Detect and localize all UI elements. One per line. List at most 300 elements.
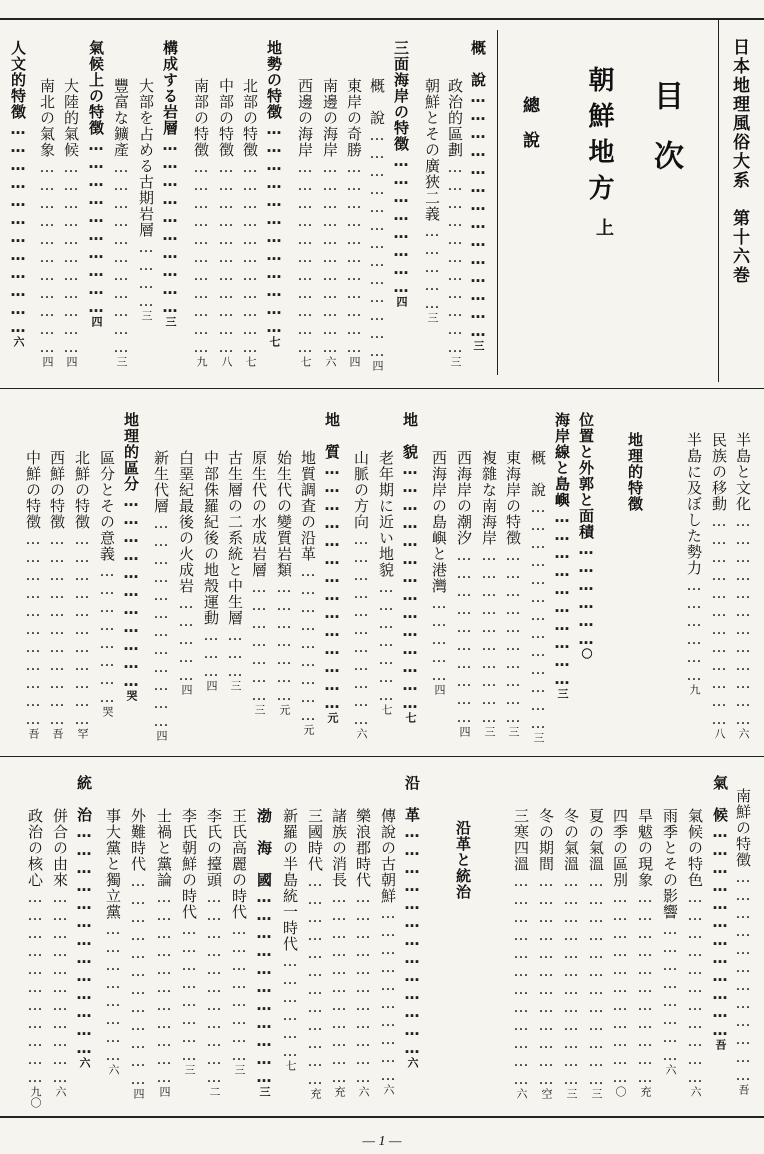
- leader-dots: …………………: [377, 578, 395, 704]
- toc-page-number: 四: [158, 1086, 171, 1097]
- toc-entry-label: 朝鮮とその廣狹二義: [423, 78, 441, 222]
- toc-entry: [49, 450, 64, 739]
- toc-entry-label: 民族の移動: [710, 432, 728, 512]
- toc-entry-label: 人文的特徴: [9, 40, 27, 120]
- toc-entry-label: 白堊紀最後の火成岩: [177, 450, 195, 594]
- toc-entry-label: 半島と文化: [734, 432, 752, 512]
- toc-page-number: 八: [713, 728, 726, 739]
- toc-entry: [554, 412, 569, 699]
- toc-entry-label: 概 說: [529, 450, 547, 498]
- toc-page-number: 二: [208, 1086, 221, 1097]
- toc-page-number: 四: [348, 356, 361, 367]
- toc-entry-label: 北鮮の特徴: [73, 450, 91, 530]
- toc-page-number: 七: [244, 356, 257, 367]
- top-border: [0, 18, 764, 20]
- toc-entry-label: 外難時代: [129, 808, 147, 872]
- leader-dots: ……………………………: [48, 530, 66, 728]
- leader-dots: ……………………………: [352, 530, 370, 728]
- toc-page-number: 三: [426, 312, 439, 323]
- leader-dots: ……………………………: [62, 158, 80, 356]
- leader-dots: ……………………: [98, 562, 116, 706]
- toc-entry-label: 沿 革: [403, 775, 421, 823]
- toc-entry: [162, 40, 177, 327]
- toc-entry-label: 諸族の消長: [330, 808, 348, 888]
- toc-entry: [393, 40, 408, 307]
- toc-entry-label: 政治の核心: [26, 808, 44, 888]
- toc-entry-label: 大部を占める古期岩層: [137, 78, 155, 238]
- toc-page-number: 三: [258, 1086, 271, 1097]
- leader-dots: ……………………………: [112, 158, 130, 356]
- header-divider-inner: [497, 30, 498, 375]
- toc-page-number: 六: [406, 1057, 419, 1068]
- leader-dots: …………………………………: [403, 823, 421, 1057]
- toc-entry-label: 旱魃の現象: [636, 808, 654, 888]
- leader-dots: ………………………………: [537, 872, 555, 1088]
- toc-page-number: 六: [107, 1064, 120, 1075]
- region-title: 朝鮮地方: [584, 66, 614, 210]
- leader-dots: …………………………………: [75, 823, 93, 1057]
- toc-page-number: 六: [689, 1086, 702, 1097]
- leader-dots: ………………………………: [711, 823, 729, 1039]
- leader-dots: ………………………: [299, 562, 317, 724]
- leader-dots: ………………………………: [152, 514, 170, 730]
- toc-entry-label: 區分とその意義: [98, 450, 116, 562]
- toc-entry-label: 南部の特徴: [192, 78, 210, 158]
- toc-page-number: 元: [302, 724, 315, 735]
- toc-entry: [178, 450, 193, 695]
- toc-entry: [300, 450, 315, 735]
- leader-dots: ………………: [577, 540, 595, 648]
- section-general: 總說: [519, 96, 539, 166]
- toc-entry-label: 王氏高麗の時代: [230, 808, 248, 920]
- toc-entry: [130, 808, 145, 1099]
- toc-entry: [481, 450, 496, 737]
- toc-page-number: 四: [205, 680, 218, 691]
- toc-entry: [735, 788, 750, 1095]
- leader-dots: ……………………………: [205, 888, 223, 1086]
- toc-page-number: 四: [458, 726, 471, 737]
- toc-entry-label: 三面海岸の特徴: [392, 40, 410, 152]
- toc-entry: [206, 808, 221, 1097]
- toc-entry-label: 地 貌: [401, 412, 419, 460]
- toc-entry: [123, 412, 138, 701]
- toc-page-number: 三: [115, 356, 128, 367]
- leader-dots: ……………………………………: [401, 460, 419, 712]
- leader-dots: ……………: [177, 594, 195, 684]
- toc-page-number: 吾: [737, 1084, 750, 1095]
- toc-entry-label: 政治的區劃: [446, 78, 464, 158]
- toc-page-number: 三: [449, 356, 462, 367]
- toc-entry-label: 概 說: [368, 78, 386, 126]
- leader-dots: ……………………………: [354, 888, 372, 1086]
- toc-page-number: 三: [507, 726, 520, 737]
- leader-dots: ………………………………: [306, 872, 324, 1088]
- toc-page-number: 六: [357, 1086, 370, 1097]
- toc-entry-label: 冬の期間: [537, 808, 555, 872]
- leader-dots: ……………………………: [122, 492, 140, 690]
- leader-dots: ………………………………: [734, 512, 752, 728]
- toc-page-number: 元: [278, 704, 291, 715]
- leader-dots: ………………………………: [587, 872, 605, 1088]
- toc-entry-label: 雨季とその影響: [661, 808, 679, 920]
- leader-dots: …………………………: [480, 546, 498, 726]
- toc-entry: [378, 450, 393, 715]
- toc-entry: [39, 78, 54, 367]
- toc-entry-label: 構成する岩層: [161, 40, 179, 136]
- leader-dots: …………………………: [455, 546, 473, 726]
- toc-entry-label: 古生層の二系統と中生層: [226, 450, 244, 626]
- toc-entry: [203, 450, 218, 691]
- toc-entry-label: 老年期に近い地貌: [377, 450, 395, 578]
- leader-dots: ……………………: [180, 920, 198, 1064]
- toc-entry-label: 東岸の奇勝: [345, 78, 363, 158]
- leader-dots: ………………………………: [9, 120, 27, 336]
- toc-entry: [10, 40, 25, 347]
- header-divider: [718, 20, 719, 382]
- toc-entry: [431, 450, 446, 695]
- toc-entry: [218, 78, 233, 367]
- toc-entry: [25, 450, 40, 739]
- toc-entry: [563, 808, 578, 1099]
- toc-entry: [637, 808, 652, 1097]
- toc-entry-label: 山脈の方向: [352, 450, 370, 530]
- toc-entry-label: 西海岸の島嶼と港灣: [430, 450, 448, 594]
- toc-page-number: 三: [565, 1088, 578, 1099]
- leader-dots: ……………………………: [155, 888, 173, 1086]
- toc-entry-label: 中鮮の特徴: [24, 450, 42, 530]
- toc-entry-label: 南邊の海岸: [321, 78, 339, 158]
- toc-entry: [470, 40, 485, 351]
- toc-page-number: 哭: [125, 690, 138, 701]
- toc-entry: [227, 450, 242, 691]
- toc-entry-label: 傳說の古朝鮮: [379, 808, 397, 904]
- toc-entry-label: 西海岸の潮汐: [455, 450, 473, 546]
- toc-entry-label: 南鮮の特徴: [734, 788, 752, 868]
- toc-entry-label: 樂浪郡時代: [354, 808, 372, 888]
- toc-entry-label: 氣候上の特徴: [87, 40, 105, 136]
- leader-dots: ………………………………: [129, 872, 147, 1088]
- toc-entry-label: 半島に及ぼした勢力: [685, 432, 703, 576]
- toc-page-number: 哭: [101, 706, 114, 717]
- toc-entry: [324, 412, 339, 723]
- toc-entry: [456, 450, 471, 737]
- toc-page-number: 四: [180, 684, 193, 695]
- toc-entry: [74, 450, 89, 739]
- leader-dots: ………: [226, 626, 244, 680]
- leader-dots: ……………………………: [446, 158, 464, 356]
- leader-dots: ……………………………: [24, 530, 42, 728]
- leader-dots: …………………………: [504, 546, 522, 726]
- region-part: 上: [593, 218, 614, 237]
- toc-entry: [538, 808, 553, 1099]
- toc-page-number: 〇: [614, 1086, 627, 1097]
- toc-page-number: 六: [664, 1064, 677, 1075]
- toc-entry-label: 四季の區別: [611, 808, 629, 888]
- toc-entry-label: 豐富な鑛產: [112, 78, 130, 158]
- toc-entry-label: 北部の特徴: [241, 78, 259, 158]
- toc-entry: [105, 808, 120, 1075]
- toc-page-number: 四: [41, 356, 54, 367]
- toc-page-number: 九: [195, 356, 208, 367]
- leader-dots: …………………………: [553, 508, 571, 688]
- toc-entry: [662, 808, 677, 1075]
- leader-dots: ……………………………: [26, 888, 44, 1086]
- toc-page-number: 八: [220, 356, 233, 367]
- toc-entry: [353, 450, 368, 739]
- toc-entry: [505, 450, 520, 737]
- leader-dots: ……………………………: [686, 888, 704, 1086]
- leader-dots: ……………………………: [345, 158, 363, 356]
- toc-entry-label: 三國時代: [306, 808, 324, 872]
- toc-entry: [251, 450, 266, 715]
- toc-entry-label: 併合の由來: [51, 808, 69, 888]
- toc-entry: [297, 78, 312, 367]
- leader-dots: ……………………………: [73, 530, 91, 728]
- toc-entry: [76, 775, 91, 1068]
- leader-dots: ……………………: [104, 920, 122, 1064]
- toc-entry-label: 渤 海 國: [255, 808, 273, 888]
- leader-dots: …………………………………: [529, 498, 547, 732]
- toc-page-number: 六: [78, 1057, 91, 1068]
- toc-page-number: 七: [404, 712, 417, 723]
- toc-entry: [687, 808, 702, 1097]
- toc-page-number: 三: [590, 1088, 603, 1099]
- toc-page-number: 三: [472, 340, 485, 351]
- toc-entry-label: 李氏朝鮮の時代: [180, 808, 198, 920]
- toc-entry-label: 三寒四溫: [512, 808, 530, 872]
- toc-entry: [52, 808, 67, 1097]
- leader-dots: ……………………: [230, 920, 248, 1064]
- toc-entry: [346, 78, 361, 367]
- toc-entry-label: 概 說: [469, 40, 487, 88]
- toc-entry: [530, 450, 545, 743]
- toc-entry: [424, 78, 439, 323]
- toc-entry: [331, 808, 346, 1097]
- leader-dots: ……………………: [661, 920, 679, 1064]
- leader-dots: …………: [137, 238, 155, 310]
- section-heading: [627, 432, 642, 512]
- toc-page-number: 吾: [51, 728, 64, 739]
- leader-dots: ……………: [430, 594, 448, 684]
- bottom-border: [0, 1116, 764, 1118]
- leader-dots: ……………………………: [217, 158, 235, 356]
- toc-page-number: 三: [140, 310, 153, 321]
- toc-entry-label: 位置と外郭と面積: [577, 412, 595, 540]
- leader-dots: ……………: [423, 222, 441, 312]
- toc-entry: [27, 808, 42, 1108]
- toc-entry-label: 沿革と統治: [454, 820, 472, 900]
- toc-page-number: 四: [155, 730, 168, 741]
- toc-entry: [193, 78, 208, 367]
- toc-entry-label: 李氏の擡頭: [205, 808, 223, 888]
- toc-entry: [113, 78, 128, 367]
- toc-entry-label: 西邊の海岸: [296, 78, 314, 158]
- toc-page-number: 四: [132, 1088, 145, 1099]
- toc-entry-label: 中部侏羅紀後の地殼運動: [202, 450, 220, 626]
- toc-entry-label: 氣 候: [711, 775, 729, 823]
- leader-dots: ………………: [281, 952, 299, 1060]
- toc-entry: [578, 412, 593, 659]
- toc-entry-label: 士禍と黨論: [155, 808, 173, 888]
- toc-entry: [242, 78, 257, 367]
- toc-page-number: 吾: [714, 1039, 727, 1050]
- toc-page-number: 三: [556, 688, 569, 699]
- toc-page-number: 三: [229, 680, 242, 691]
- toc-entry: [711, 432, 726, 739]
- leader-dots: ……………………………………: [323, 460, 341, 712]
- leader-dots: ……………………………: [38, 158, 56, 356]
- toc-page-number: 三: [532, 732, 545, 743]
- leader-dots: ………………………………: [562, 872, 580, 1088]
- leader-dots: ………………: [685, 576, 703, 684]
- leader-dots: …………………………: [161, 136, 179, 316]
- toc-entry: [99, 450, 114, 717]
- toc-page-number: 六: [737, 728, 750, 739]
- toc-entry-label: 氣候の特色: [686, 808, 704, 888]
- toc-page-number: 九〇: [29, 1086, 42, 1108]
- toc-page-number: 七: [380, 704, 393, 715]
- toc-entry: [513, 808, 528, 1099]
- toc-entry: [266, 40, 281, 347]
- toc-page-number: 六: [382, 1084, 395, 1095]
- leader-dots: ……………………………: [192, 158, 210, 356]
- toc-page-number: 〇: [580, 648, 593, 659]
- toc-entry: [231, 808, 246, 1075]
- leader-dots: ………………………………: [710, 512, 728, 728]
- toc-page-number: 吾: [27, 728, 40, 739]
- toc-page-number: 四: [371, 360, 384, 371]
- leader-dots: ……………………………: [296, 158, 314, 356]
- toc-entry: [322, 78, 337, 367]
- toc-entry-label: 事大黨と獨立黨: [104, 808, 122, 920]
- toc-entry: [712, 775, 727, 1050]
- leader-dots: ……………………………: [330, 888, 348, 1086]
- toc-page-number: 九: [688, 684, 701, 695]
- toc-page-number: 充: [309, 1088, 322, 1099]
- toc-page-number: 三: [183, 1064, 196, 1075]
- toc-entry-label: 地質調査の沿革: [299, 450, 317, 562]
- leader-dots: ……………………………: [321, 158, 339, 356]
- leader-dots: ………: [202, 626, 220, 680]
- toc-page-number: 充: [639, 1086, 652, 1097]
- leader-dots: ……………………………: [255, 888, 273, 1086]
- toc-entry-label: 地 質: [323, 412, 341, 460]
- toc-page-number: 七: [299, 356, 312, 367]
- toc-entry: [380, 808, 395, 1095]
- toc-entry-label: 始生代の變質岩類: [275, 450, 293, 578]
- toc-page-number: 三: [233, 1064, 246, 1075]
- leader-dots: ………………………………: [512, 872, 530, 1088]
- toc-page-number: 充: [333, 1086, 346, 1097]
- toc-entry: [686, 432, 701, 695]
- leader-dots: ……………………: [392, 152, 410, 296]
- toc-page-number: 四: [433, 684, 446, 695]
- leader-dots: …………………………: [87, 136, 105, 316]
- toc-entry: [181, 808, 196, 1075]
- toc-entry: [256, 808, 271, 1097]
- toc-entry-label: 地勢の特徴: [265, 40, 283, 120]
- toc-page-number: 四: [90, 316, 103, 327]
- toc-entry-label: 西鮮の特徴: [48, 450, 66, 530]
- leader-dots: ………………………………: [265, 120, 283, 336]
- toc-entry-label: 複雜な南海岸: [480, 450, 498, 546]
- toc-entry-label: 地理的區分: [122, 412, 140, 492]
- leader-dots: ……………………………: [51, 888, 69, 1086]
- toc-entry: [63, 78, 78, 367]
- leader-dots: ……………………………: [636, 888, 654, 1086]
- toc-page-number: 元: [326, 712, 339, 723]
- toc-entry: [153, 450, 168, 741]
- toc-entry: [404, 775, 419, 1068]
- page-number: — 1 —: [362, 1134, 402, 1149]
- toc-entry-label: 大陸的氣候: [62, 78, 80, 158]
- toc-entry: [307, 808, 322, 1099]
- toc-page-number: 四: [395, 296, 408, 307]
- toc-page-number: 四: [65, 356, 78, 367]
- toc-page-number: 七: [268, 336, 281, 347]
- toc-entry: [612, 808, 627, 1097]
- leader-dots: …………………………………: [368, 126, 386, 360]
- toc-page-number: 六: [355, 728, 368, 739]
- toc-entry: [588, 808, 603, 1099]
- toc-page-number: 六: [12, 336, 25, 347]
- toc-page-number: 六: [515, 1088, 528, 1099]
- toc-entry: [447, 78, 462, 367]
- toc-entry-label: 東海岸の特徴: [504, 450, 522, 546]
- section-heading: [455, 820, 470, 900]
- toc-entry-label: 統 治: [75, 775, 93, 823]
- toc-entry: [355, 808, 370, 1097]
- toc-page-number: 三: [483, 726, 496, 737]
- toc-entry-label: 冬の氣溫: [562, 808, 580, 872]
- toc-entry-label: 新生代層: [152, 450, 170, 514]
- toc-page-number: 七: [284, 1060, 297, 1071]
- toc-entry: [402, 412, 417, 723]
- toc-entry: [276, 450, 291, 715]
- toc-entry: [369, 78, 384, 371]
- toc-page-number: 三: [253, 704, 266, 715]
- leader-dots: …………………………: [379, 904, 397, 1084]
- toc-entry-label: 海岸線と島嶼: [553, 412, 571, 508]
- toc-entry-label: 新羅の半島統一時代: [281, 808, 299, 952]
- toc-page-number: 罕: [76, 728, 89, 739]
- toc-heading: 目次: [648, 80, 683, 200]
- series-title: [730, 38, 747, 285]
- toc-entry-label: 夏の氣溫: [587, 808, 605, 872]
- toc-entry: [138, 78, 153, 321]
- toc-page-number: 六: [54, 1086, 67, 1097]
- toc-entry: [735, 432, 750, 739]
- toc-page-number: 六: [324, 356, 337, 367]
- toc-entry-label: 原生代の水成岩層: [250, 450, 268, 578]
- toc-entry-label: 地理的特徴: [626, 432, 644, 512]
- toc-page-number: 空: [540, 1088, 553, 1099]
- toc-page-number: 三: [164, 316, 177, 327]
- leader-dots: ……………………………: [241, 158, 259, 356]
- leader-dots: ………………………………: [734, 868, 752, 1084]
- leader-dots: …………………: [250, 578, 268, 704]
- toc-entry: [88, 40, 103, 327]
- toc-entry-label: 中部の特徴: [217, 78, 235, 158]
- toc-entry-label: 日本地理風俗大系 第十六巻: [729, 38, 749, 285]
- toc-entry: [282, 808, 297, 1071]
- leader-dots: ……………………………………: [469, 88, 487, 340]
- leader-dots: ……………………………: [611, 888, 629, 1086]
- band-divider-1: [0, 388, 764, 389]
- toc-entry: [156, 808, 171, 1097]
- leader-dots: …………………: [275, 578, 293, 704]
- band-divider-2: [0, 756, 764, 757]
